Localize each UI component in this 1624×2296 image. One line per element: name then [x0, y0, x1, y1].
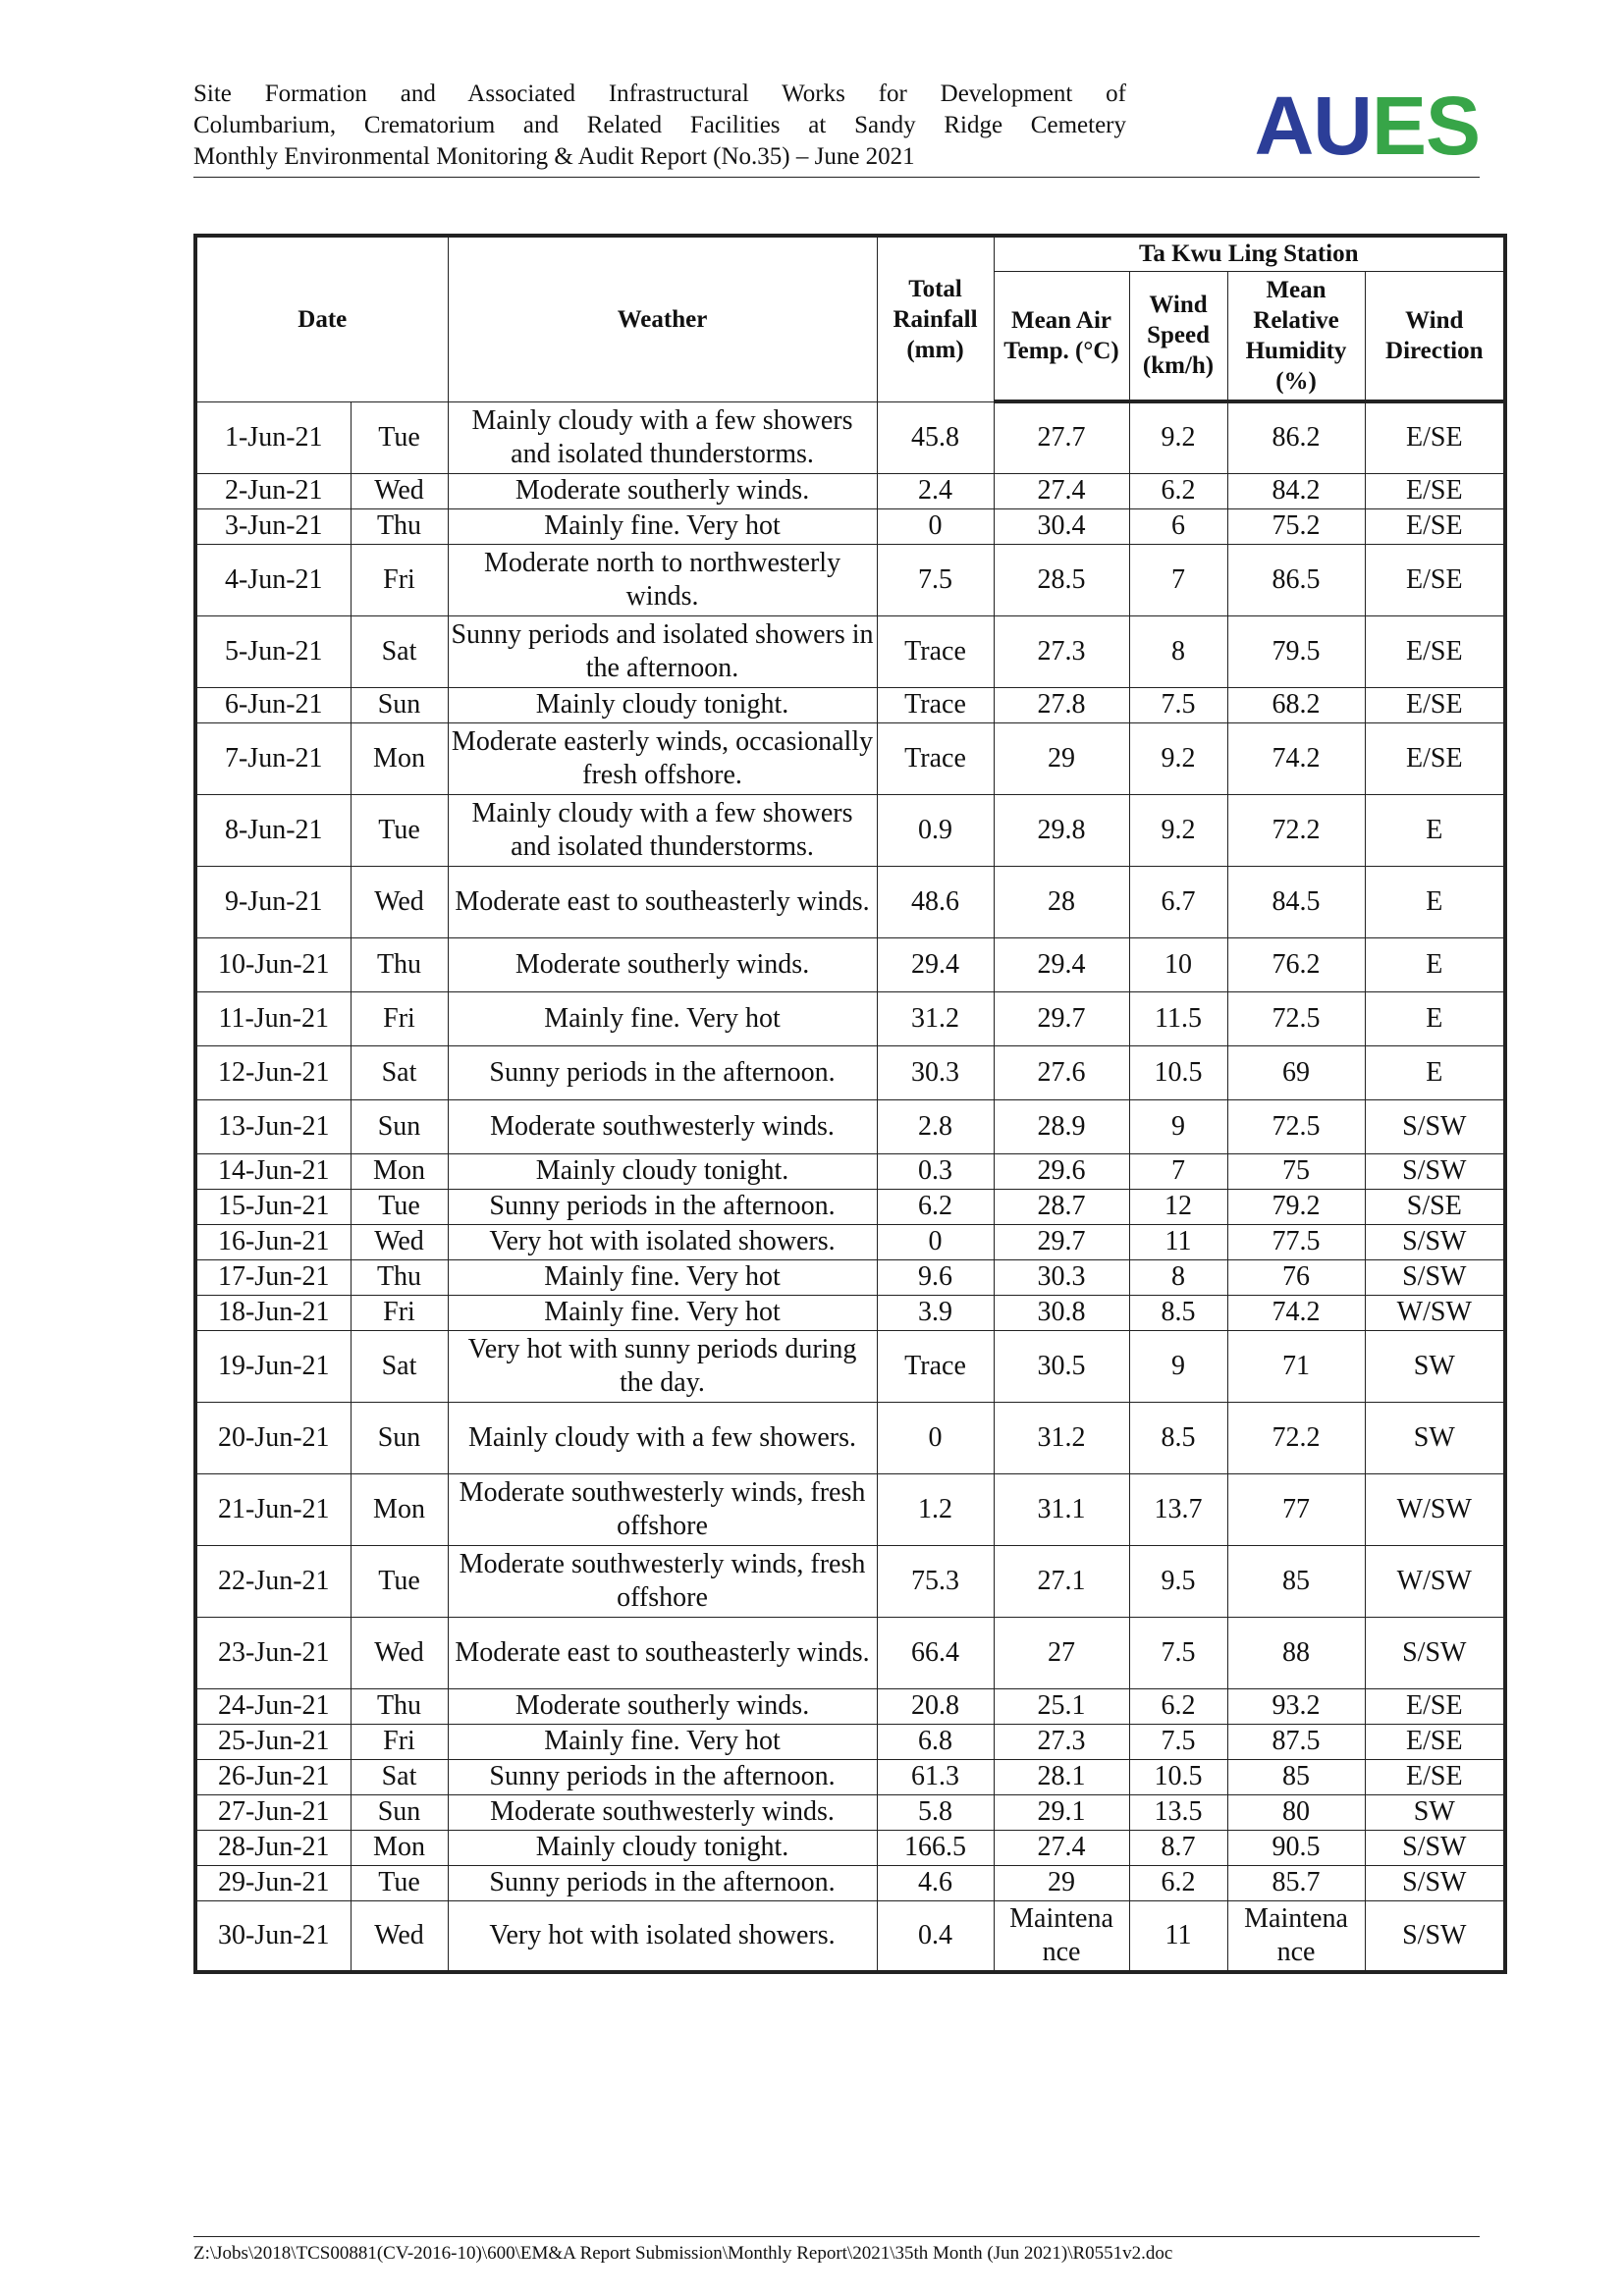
- row-day: Fri: [351, 544, 448, 615]
- row-wind-speed: 11.5: [1129, 991, 1227, 1045]
- row-wind-speed: 10.5: [1129, 1045, 1227, 1099]
- row-wind-direction: E/SE: [1365, 473, 1505, 508]
- row-day: Sat: [351, 1759, 448, 1794]
- row-wind-speed: 7.5: [1129, 687, 1227, 722]
- row-temp: 29.6: [994, 1153, 1129, 1189]
- row-wind-direction: E/SE: [1365, 544, 1505, 615]
- row-date: 25-Jun-21: [195, 1724, 351, 1759]
- header-line-3: Monthly Environmental Monitoring & Audit Report (No.35) – June 2021: [193, 143, 915, 170]
- table-row: [195, 1402, 1505, 1473]
- table-row: [195, 866, 1505, 937]
- row-date: 9-Jun-21: [195, 866, 351, 937]
- row-weather: Mainly cloudy with a few showers and isolated thunderstorms.: [448, 794, 877, 866]
- row-weather: Very hot with sunny periods during the day.: [448, 1330, 877, 1402]
- header-line-1: Site Formation and Associated Infrastructural Works for Development of: [193, 80, 1126, 107]
- row-wind-direction: SW: [1365, 1330, 1505, 1402]
- row-rainfall: 0.3: [877, 1153, 994, 1189]
- row-date: 7-Jun-21: [195, 722, 351, 794]
- row-humidity: 84.5: [1227, 866, 1365, 937]
- row-rainfall: 0: [877, 1402, 994, 1473]
- table-row: [195, 1330, 1505, 1402]
- row-rainfall: Trace: [877, 687, 994, 722]
- row-date: 17-Jun-21: [195, 1259, 351, 1295]
- row-weather: Sunny periods in the afternoon.: [448, 1759, 877, 1794]
- table-row: [195, 991, 1505, 1045]
- row-rainfall: 5.8: [877, 1794, 994, 1830]
- row-wind-speed: 8.7: [1129, 1830, 1227, 1865]
- row-wind-direction: E/SE: [1365, 1724, 1505, 1759]
- row-rainfall: 0: [877, 508, 994, 544]
- row-date: 5-Jun-21: [195, 615, 351, 687]
- row-wind-direction: E: [1365, 1045, 1505, 1099]
- row-day: Tue: [351, 401, 448, 473]
- table-row: [195, 473, 1505, 508]
- row-wind-speed: 10.5: [1129, 1759, 1227, 1794]
- row-weather: Moderate southwesterly winds.: [448, 1099, 877, 1153]
- row-wind-speed: 6.2: [1129, 473, 1227, 508]
- row-weather: Mainly cloudy tonight.: [448, 1153, 877, 1189]
- row-wind-speed: 7.5: [1129, 1724, 1227, 1759]
- table-row: [195, 1259, 1505, 1295]
- row-temp: 27: [994, 1617, 1129, 1688]
- table-row: [195, 1865, 1505, 1900]
- row-date: 21-Jun-21: [195, 1473, 351, 1545]
- row-date: 22-Jun-21: [195, 1545, 351, 1617]
- row-wind-direction: S/SW: [1365, 1224, 1505, 1259]
- row-temp: 30.8: [994, 1295, 1129, 1330]
- row-weather: Mainly fine. Very hot: [448, 1724, 877, 1759]
- row-wind-speed: 8.5: [1129, 1295, 1227, 1330]
- row-wind-speed: 12: [1129, 1189, 1227, 1224]
- row-temp: 27.3: [994, 1724, 1129, 1759]
- header-rainfall: Total Rainfall (mm): [877, 236, 994, 401]
- row-wind-speed: 11: [1129, 1900, 1227, 1972]
- table-row: [195, 1045, 1505, 1099]
- row-humidity: 80: [1227, 1794, 1365, 1830]
- row-day: Wed: [351, 866, 448, 937]
- row-humidity: 72.5: [1227, 1099, 1365, 1153]
- table-row: [195, 401, 1505, 473]
- row-wind-direction: E/SE: [1365, 722, 1505, 794]
- row-date: 8-Jun-21: [195, 794, 351, 866]
- row-wind-speed: 8: [1129, 615, 1227, 687]
- aues-logo: [1254, 80, 1480, 172]
- row-day: Fri: [351, 1295, 448, 1330]
- row-temp: 27.4: [994, 1830, 1129, 1865]
- row-day: Wed: [351, 1900, 448, 1972]
- row-rainfall: 29.4: [877, 937, 994, 991]
- row-wind-direction: S/SW: [1365, 1259, 1505, 1295]
- row-temp: 28.7: [994, 1189, 1129, 1224]
- row-wind-speed: 9: [1129, 1330, 1227, 1402]
- row-wind-speed: 6.2: [1129, 1865, 1227, 1900]
- logo-part-2: ES: [1371, 80, 1480, 172]
- row-temp: 27.7: [994, 401, 1129, 473]
- table-row: [195, 1830, 1505, 1865]
- row-wind-direction: E: [1365, 866, 1505, 937]
- row-humidity: 77: [1227, 1473, 1365, 1545]
- row-date: 26-Jun-21: [195, 1759, 351, 1794]
- header-weather: Weather: [448, 236, 877, 401]
- row-date: 20-Jun-21: [195, 1402, 351, 1473]
- row-wind-speed: 7: [1129, 1153, 1227, 1189]
- row-temp: 29.1: [994, 1794, 1129, 1830]
- row-weather: Mainly cloudy with a few showers and isolated thunderstorms.: [448, 401, 877, 473]
- row-wind-direction: E/SE: [1365, 1759, 1505, 1794]
- row-day: Mon: [351, 1153, 448, 1189]
- row-humidity: 88: [1227, 1617, 1365, 1688]
- header-line-2: Columbarium, Crematorium and Related Facilities at Sandy Ridge Cemetery: [193, 112, 1126, 138]
- row-wind-direction: S/SW: [1365, 1865, 1505, 1900]
- row-day: Wed: [351, 473, 448, 508]
- row-rainfall: 0.9: [877, 794, 994, 866]
- row-wind-direction: E/SE: [1365, 401, 1505, 473]
- row-humidity: 74.2: [1227, 722, 1365, 794]
- row-temp: 25.1: [994, 1688, 1129, 1724]
- row-wind-speed: 6.2: [1129, 1688, 1227, 1724]
- row-date: 11-Jun-21: [195, 991, 351, 1045]
- row-date: 16-Jun-21: [195, 1224, 351, 1259]
- row-date: 29-Jun-21: [195, 1865, 351, 1900]
- row-weather: Mainly fine. Very hot: [448, 1295, 877, 1330]
- row-rainfall: 6.8: [877, 1724, 994, 1759]
- row-humidity: Maintena nce: [1227, 1900, 1365, 1972]
- row-weather: Very hot with isolated showers.: [448, 1900, 877, 1972]
- row-temp: 31.1: [994, 1473, 1129, 1545]
- row-wind-direction: W/SW: [1365, 1473, 1505, 1545]
- row-day: Thu: [351, 1259, 448, 1295]
- row-wind-direction: S/SW: [1365, 1617, 1505, 1688]
- row-rainfall: 31.2: [877, 991, 994, 1045]
- row-weather: Moderate southwesterly winds, fresh offshore: [448, 1545, 877, 1617]
- row-day: Sun: [351, 1099, 448, 1153]
- row-temp: 28.1: [994, 1759, 1129, 1794]
- row-weather: Moderate east to southeasterly winds.: [448, 1617, 877, 1688]
- row-rainfall: 48.6: [877, 866, 994, 937]
- row-wind-speed: 6.7: [1129, 866, 1227, 937]
- row-weather: Mainly cloudy tonight.: [448, 1830, 877, 1865]
- header-date: Date: [195, 236, 448, 401]
- row-day: Sat: [351, 1330, 448, 1402]
- row-humidity: 76: [1227, 1259, 1365, 1295]
- table-row: [195, 1794, 1505, 1830]
- row-weather: Moderate southerly winds.: [448, 937, 877, 991]
- row-temp: 28: [994, 866, 1129, 937]
- table-row: [195, 1724, 1505, 1759]
- row-wind-direction: W/SW: [1365, 1295, 1505, 1330]
- row-rainfall: Trace: [877, 1330, 994, 1402]
- row-weather: Mainly fine. Very hot: [448, 991, 877, 1045]
- row-rainfall: 6.2: [877, 1189, 994, 1224]
- row-temp: 30.4: [994, 508, 1129, 544]
- table-row: [195, 1189, 1505, 1224]
- row-day: Wed: [351, 1617, 448, 1688]
- row-rainfall: 66.4: [877, 1617, 994, 1688]
- row-temp: 28.5: [994, 544, 1129, 615]
- row-temp: 29.7: [994, 1224, 1129, 1259]
- row-humidity: 86.5: [1227, 544, 1365, 615]
- row-day: Sun: [351, 1402, 448, 1473]
- row-temp: 27.4: [994, 473, 1129, 508]
- row-date: 6-Jun-21: [195, 687, 351, 722]
- row-humidity: 72.2: [1227, 794, 1365, 866]
- row-day: Tue: [351, 794, 448, 866]
- row-weather: Sunny periods in the afternoon.: [448, 1865, 877, 1900]
- row-wind-direction: E/SE: [1365, 1688, 1505, 1724]
- row-date: 13-Jun-21: [195, 1099, 351, 1153]
- row-temp: 30.5: [994, 1330, 1129, 1402]
- row-rainfall: 2.8: [877, 1099, 994, 1153]
- row-rainfall: 4.6: [877, 1865, 994, 1900]
- row-wind-speed: 13.7: [1129, 1473, 1227, 1545]
- row-rainfall: 1.2: [877, 1473, 994, 1545]
- weather-table: [193, 234, 1507, 1974]
- row-wind-direction: S/SW: [1365, 1099, 1505, 1153]
- row-day: Sun: [351, 687, 448, 722]
- row-day: Thu: [351, 508, 448, 544]
- row-date: 23-Jun-21: [195, 1617, 351, 1688]
- row-wind-direction: S/SW: [1365, 1153, 1505, 1189]
- row-wind-speed: 8: [1129, 1259, 1227, 1295]
- row-rainfall: 166.5: [877, 1830, 994, 1865]
- table-row: [195, 687, 1505, 722]
- row-day: Mon: [351, 1830, 448, 1865]
- row-humidity: 77.5: [1227, 1224, 1365, 1259]
- header-station: Ta Kwu Ling Station: [994, 236, 1505, 271]
- row-date: 1-Jun-21: [195, 401, 351, 473]
- header-wind-speed: Wind Speed (km/h): [1129, 271, 1227, 401]
- report-header: [193, 79, 1480, 177]
- row-humidity: 72.5: [1227, 991, 1365, 1045]
- row-date: 28-Jun-21: [195, 1830, 351, 1865]
- row-temp: 27.3: [994, 615, 1129, 687]
- table-row: [195, 1688, 1505, 1724]
- table-row: [195, 1473, 1505, 1545]
- row-wind-speed: 11: [1129, 1224, 1227, 1259]
- row-day: Tue: [351, 1865, 448, 1900]
- row-date: 14-Jun-21: [195, 1153, 351, 1189]
- row-day: Wed: [351, 1224, 448, 1259]
- header-temp: Mean Air Temp. (°C): [994, 271, 1129, 401]
- row-date: 2-Jun-21: [195, 473, 351, 508]
- row-day: Sat: [351, 1045, 448, 1099]
- row-wind-direction: E/SE: [1365, 687, 1505, 722]
- row-wind-speed: 8.5: [1129, 1402, 1227, 1473]
- row-day: Sat: [351, 615, 448, 687]
- row-humidity: 72.2: [1227, 1402, 1365, 1473]
- row-rainfall: 30.3: [877, 1045, 994, 1099]
- row-weather: Moderate southerly winds.: [448, 473, 877, 508]
- row-humidity: 75: [1227, 1153, 1365, 1189]
- row-date: 3-Jun-21: [195, 508, 351, 544]
- row-weather: Moderate southwesterly winds.: [448, 1794, 877, 1830]
- row-wind-speed: 6: [1129, 508, 1227, 544]
- row-humidity: 79.2: [1227, 1189, 1365, 1224]
- table-row: [195, 1295, 1505, 1330]
- row-temp: 29: [994, 1865, 1129, 1900]
- table-body: [195, 401, 1505, 1972]
- row-day: Sun: [351, 1794, 448, 1830]
- row-weather: Mainly fine. Very hot: [448, 1259, 877, 1295]
- table-row: [195, 544, 1505, 615]
- row-wind-direction: E: [1365, 991, 1505, 1045]
- row-weather: Sunny periods in the afternoon.: [448, 1045, 877, 1099]
- row-humidity: 85: [1227, 1545, 1365, 1617]
- logo-part-1: AU: [1254, 80, 1372, 172]
- row-rainfall: Trace: [877, 615, 994, 687]
- row-wind-speed: 7: [1129, 544, 1227, 615]
- row-weather: Moderate east to southeasterly winds.: [448, 866, 877, 937]
- row-humidity: 90.5: [1227, 1830, 1365, 1865]
- row-wind-direction: S/SW: [1365, 1830, 1505, 1865]
- row-wind-direction: E/SE: [1365, 508, 1505, 544]
- header-divider: [193, 177, 1480, 178]
- table-row: [195, 508, 1505, 544]
- row-wind-direction: S/SW: [1365, 1900, 1505, 1972]
- row-weather: Moderate easterly winds, occasionally fresh offshore.: [448, 722, 877, 794]
- row-day: Mon: [351, 1473, 448, 1545]
- row-rainfall: 0.4: [877, 1900, 994, 1972]
- table-row: [195, 1153, 1505, 1189]
- row-rainfall: Trace: [877, 722, 994, 794]
- row-date: 19-Jun-21: [195, 1330, 351, 1402]
- row-rainfall: 3.9: [877, 1295, 994, 1330]
- row-day: Tue: [351, 1545, 448, 1617]
- row-wind-direction: W/SW: [1365, 1545, 1505, 1617]
- row-temp: 30.3: [994, 1259, 1129, 1295]
- table-row: [195, 794, 1505, 866]
- row-date: 24-Jun-21: [195, 1688, 351, 1724]
- row-temp: 27.6: [994, 1045, 1129, 1099]
- row-weather: Sunny periods and isolated showers in the afternoon.: [448, 615, 877, 687]
- row-rainfall: 61.3: [877, 1759, 994, 1794]
- row-weather: Sunny periods in the afternoon.: [448, 1189, 877, 1224]
- row-wind-direction: E: [1365, 937, 1505, 991]
- report-title: [193, 79, 1126, 173]
- row-temp: 29.7: [994, 991, 1129, 1045]
- row-rainfall: 9.6: [877, 1259, 994, 1295]
- row-temp: 29: [994, 722, 1129, 794]
- row-rainfall: 45.8: [877, 401, 994, 473]
- table-row: [195, 1759, 1505, 1794]
- row-wind-speed: 13.5: [1129, 1794, 1227, 1830]
- row-date: 10-Jun-21: [195, 937, 351, 991]
- row-humidity: 76.2: [1227, 937, 1365, 991]
- row-weather: Mainly cloudy with a few showers.: [448, 1402, 877, 1473]
- row-rainfall: 75.3: [877, 1545, 994, 1617]
- table-row: [195, 1099, 1505, 1153]
- row-wind-speed: 9.2: [1129, 722, 1227, 794]
- row-day: Fri: [351, 991, 448, 1045]
- row-humidity: 71: [1227, 1330, 1365, 1402]
- row-date: 18-Jun-21: [195, 1295, 351, 1330]
- row-temp: 29.4: [994, 937, 1129, 991]
- row-wind-direction: E/SE: [1365, 615, 1505, 687]
- footer-file-path: Z:\Jobs\2018\TCS00881(CV-2016-10)\600\EM&A Report Submission\Monthly Report\2021\35th Month (Jun 2021)\R0551v2.doc: [193, 2243, 1173, 2264]
- row-humidity: 79.5: [1227, 615, 1365, 687]
- row-wind-direction: S/SE: [1365, 1189, 1505, 1224]
- row-day: Thu: [351, 1688, 448, 1724]
- row-date: 12-Jun-21: [195, 1045, 351, 1099]
- row-rainfall: 20.8: [877, 1688, 994, 1724]
- row-humidity: 69: [1227, 1045, 1365, 1099]
- row-wind-speed: 9.2: [1129, 401, 1227, 473]
- row-date: 27-Jun-21: [195, 1794, 351, 1830]
- row-humidity: 87.5: [1227, 1724, 1365, 1759]
- row-temp: 31.2: [994, 1402, 1129, 1473]
- row-wind-direction: SW: [1365, 1794, 1505, 1830]
- row-rainfall: 2.4: [877, 473, 994, 508]
- footer-divider: [193, 2236, 1480, 2237]
- row-humidity: 85.7: [1227, 1865, 1365, 1900]
- row-temp: 28.9: [994, 1099, 1129, 1153]
- row-date: 4-Jun-21: [195, 544, 351, 615]
- row-humidity: 93.2: [1227, 1688, 1365, 1724]
- row-date: 15-Jun-21: [195, 1189, 351, 1224]
- row-wind-speed: 9: [1129, 1099, 1227, 1153]
- table-row: [195, 1617, 1505, 1688]
- table-row: [195, 615, 1505, 687]
- row-day: Mon: [351, 722, 448, 794]
- header-humidity: Mean Relative Humidity (%): [1227, 271, 1365, 401]
- table-row: [195, 1224, 1505, 1259]
- row-wind-speed: 10: [1129, 937, 1227, 991]
- row-weather: Moderate north to northwesterly winds.: [448, 544, 877, 615]
- row-wind-direction: SW: [1365, 1402, 1505, 1473]
- row-wind-speed: 9.5: [1129, 1545, 1227, 1617]
- row-humidity: 85: [1227, 1759, 1365, 1794]
- row-day: Fri: [351, 1724, 448, 1759]
- header-wind-direction: Wind Direction: [1365, 271, 1505, 401]
- row-weather: Moderate southwesterly winds, fresh offshore: [448, 1473, 877, 1545]
- row-temp: Maintena nce: [994, 1900, 1129, 1972]
- row-humidity: 74.2: [1227, 1295, 1365, 1330]
- row-humidity: 86.2: [1227, 401, 1365, 473]
- table-row: [195, 937, 1505, 991]
- table-row: [195, 1545, 1505, 1617]
- row-temp: 27.1: [994, 1545, 1129, 1617]
- row-weather: Very hot with isolated showers.: [448, 1224, 877, 1259]
- row-weather: Moderate southerly winds.: [448, 1688, 877, 1724]
- row-weather: Mainly fine. Very hot: [448, 508, 877, 544]
- row-wind-direction: E: [1365, 794, 1505, 866]
- row-date: 30-Jun-21: [195, 1900, 351, 1972]
- row-rainfall: 0: [877, 1224, 994, 1259]
- row-rainfall: 7.5: [877, 544, 994, 615]
- row-humidity: 68.2: [1227, 687, 1365, 722]
- row-wind-speed: 9.2: [1129, 794, 1227, 866]
- row-weather: Mainly cloudy tonight.: [448, 687, 877, 722]
- row-temp: 27.8: [994, 687, 1129, 722]
- table-row: [195, 1900, 1505, 1972]
- row-wind-speed: 7.5: [1129, 1617, 1227, 1688]
- row-humidity: 75.2: [1227, 508, 1365, 544]
- row-day: Thu: [351, 937, 448, 991]
- row-day: Tue: [351, 1189, 448, 1224]
- table-row: [195, 722, 1505, 794]
- row-humidity: 84.2: [1227, 473, 1365, 508]
- row-temp: 29.8: [994, 794, 1129, 866]
